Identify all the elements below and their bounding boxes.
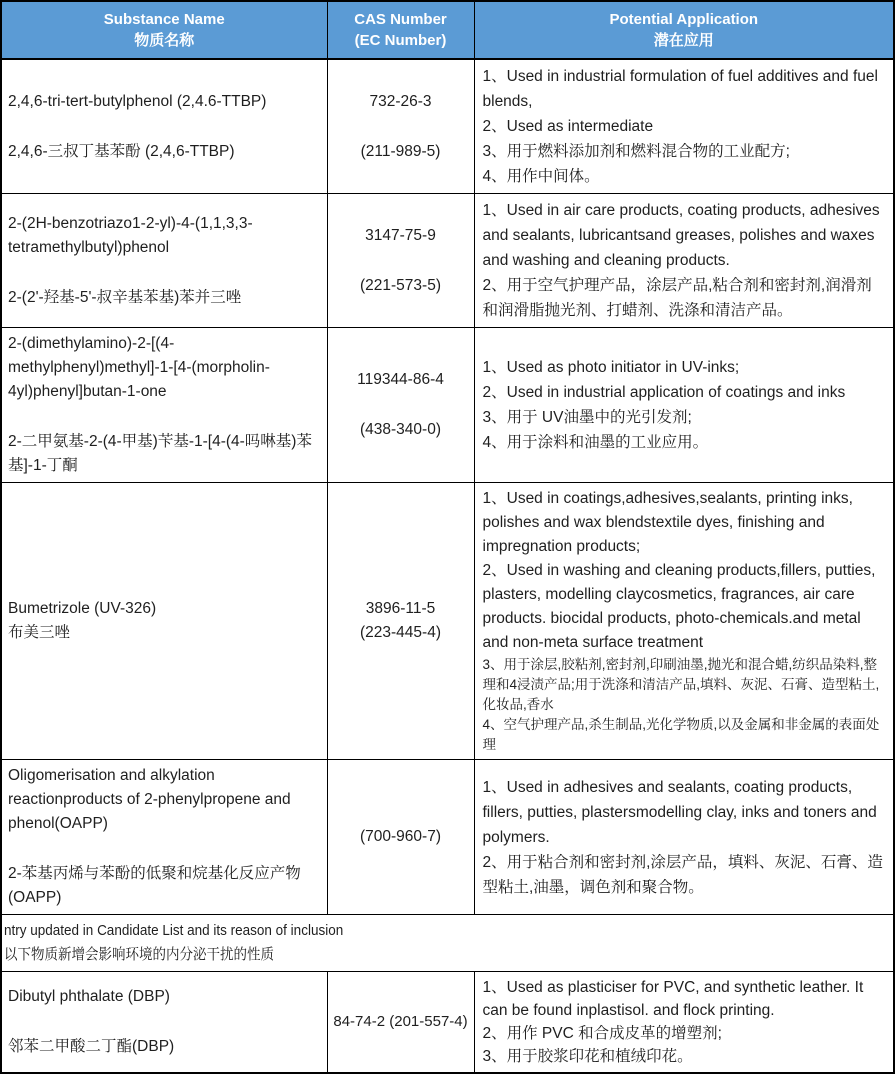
header-potential-application [474, 1, 894, 59]
substance-name-zh: 邻苯二甲酸二丁酯(DBP) [8, 1038, 175, 1055]
substance-name-en: Oligomerisation and alkylation reactionproducts of 2-phenylpropene and phenol(OAPP) [8, 767, 291, 832]
application-line: 2、Used in industrial application of coatings and inks [482, 384, 846, 401]
application-line: 1、Used as photo initiator in UV-inks; [482, 359, 740, 376]
application-line: 4、用于涂料和油墨的工业应用。 [482, 434, 709, 451]
notice-row [1, 915, 894, 972]
header-potential-application-zh: 潜在应用 [653, 32, 714, 49]
substance-name-en: Dibutyl phthalate (DBP) [8, 988, 170, 1005]
application-cell [474, 328, 894, 483]
header-substance-name-zh: 物质名称 [134, 32, 195, 49]
application-cell [474, 760, 894, 915]
substance-name-en: 2-(2H-benzotriazo1-2-yl)-4-(1,1,3,3-tetramethylbutyl)phenol [8, 214, 253, 256]
application-cell [474, 972, 894, 1074]
substance-name-zh: 2,4,6-三叔丁基苯酚 (2,4,6-TTBP) [8, 142, 235, 160]
notice-line-en: ntry updated in Candidate List and its reason of inclusion [4, 922, 344, 939]
application-line: 1、Used in coatings,adhesives,sealants, printing inks, polishes and wax blendstextile dyes, finishing and impregnation products; [482, 490, 853, 555]
application-line: 1、Used in air care products, coating products, adhesives and sealants, lubricantsand greases, polishes and waxes and washing and cleaning products. [482, 202, 880, 269]
header-cas-number-line2: (EC Number) [354, 32, 447, 49]
header-row [1, 1, 894, 59]
substance-name-cell [1, 194, 327, 328]
cas-number: 732-26-3 [369, 92, 432, 110]
cas-number: 119344-86-4 [357, 371, 444, 388]
application-cell [474, 194, 894, 328]
table-header [1, 1, 894, 59]
ec-number: (221-573-5) [360, 276, 441, 294]
table-row [1, 328, 894, 483]
header-substance-name [1, 1, 327, 59]
cas-number: 3147-75-9 [365, 226, 436, 244]
application-line: 3、用于胶浆印花和植绒印花。 [482, 1048, 693, 1065]
cas-number: 84-74-2 (201-557-4) [333, 1013, 468, 1030]
substance-name-en: 2,4,6-tri-tert-butylphenol (2,4.6-TTBP) [8, 92, 267, 110]
substance-name-cell [1, 760, 327, 915]
header-cas-number [327, 1, 474, 59]
cas-cell [327, 972, 474, 1074]
application-line: 1、Used in industrial formulation of fuel additives and fuel blends, [482, 68, 878, 110]
substance-name-en: Bumetrizole (UV-326) [8, 600, 157, 617]
substance-name-zh: 2-苯基丙烯与苯酚的低聚和烷基化反应产物(OAPP) [8, 865, 301, 906]
application-line: 1、Used as plasticiser for PVC, and synthetic leather. It can be found inplastisol. and flock printing. [482, 979, 864, 1019]
ec-number: (700-960-7) [360, 828, 441, 845]
application-line: 3、用于 UV油墨中的光引发剂; [482, 409, 692, 426]
application-line: 4、用作中间体。 [482, 168, 600, 185]
substance-name-zh: 2-(2'-羟基-5'-叔辛基苯基)苯并三唑 [8, 288, 242, 306]
table-row [1, 483, 894, 760]
application-line: 2、Used in washing and cleaning products,fillers, putties, plasters, modelling claycosmetics, fragrances, air care products. biocidal products, photo-chemicals.and metal and non-meta surface treatment [482, 562, 876, 651]
cas-cell [327, 59, 474, 194]
header-potential-application-en: Potential Application [609, 11, 759, 28]
table-row [1, 760, 894, 915]
header-cas-number-line1: CAS Number [354, 11, 447, 28]
substance-name-zh: 2-二甲氨基-2-(4-甲基)苄基-1-[4-(4-吗啉基)苯基]-1-丁酮 [8, 433, 312, 474]
cas-cell [327, 194, 474, 328]
ec-number: (211-989-5) [360, 142, 441, 160]
substance-name-en: 2-(dimethylamino)-2-[(4-methylphenyl)methyl]-1-[4-(morpholin-4yl)phenyl]butan-1-one [8, 335, 270, 400]
cas-cell [327, 760, 474, 915]
application-cell [474, 59, 894, 194]
cas-cell [327, 483, 474, 760]
application-line: 3、用于涂层,胶粘剂,密封剂,印刷油墨,抛光和混合蜡,纺织品染料,整理和4浸渍产品;用于洗涤和清洁产品,填料、灰泥、石膏、造型粘土,化妆品,香水 [482, 657, 880, 712]
application-line: 2、Used as intermediate [482, 118, 654, 135]
application-cell [474, 483, 894, 760]
table-row [1, 972, 894, 1074]
table-row [1, 194, 894, 328]
ec-number: (223-445-4) [360, 624, 441, 641]
ec-number: (438-340-0) [360, 421, 441, 438]
substance-name-cell [1, 972, 327, 1074]
application-line: 3、用于燃料添加剂和燃料混合物的工业配方; [482, 143, 790, 160]
table-row [1, 59, 894, 194]
application-line: 2、用于粘合剂和密封剂,涂层产品，填料、灰泥、石膏、造型粘土,油墨，调色剂和聚合物。 [482, 853, 883, 896]
application-line: 2、用于空气护理产品，涂层产品,粘合剂和密封剂,润滑剂和润滑脂抛光剂、打蜡剂、洗涤和清洁产品。 [482, 277, 872, 319]
substance-name-zh: 布美三唑 [8, 624, 71, 641]
notice-line-zh: 以下物质新增会影响环境的内分泌干扰的性质 [4, 946, 275, 963]
application-line: 1、Used in adhesives and sealants, coating products, fillers, putties, plastersmodelling clay, inks and toners and polymers. [482, 778, 877, 846]
notice-cell [1, 915, 894, 972]
substance-name-cell [1, 59, 327, 194]
cas-number: 3896-11-5 [365, 600, 436, 617]
substance-name-cell [1, 483, 327, 760]
cas-cell [327, 328, 474, 483]
substance-name-cell [1, 328, 327, 483]
application-line: 2、用作 PVC 和合成皮革的增塑剂; [482, 1025, 722, 1042]
header-substance-name-en: Substance Name [103, 11, 225, 28]
application-line: 4、空气护理产品,杀生制品,光化学物质,以及金属和非金属的表面处理 [482, 717, 880, 752]
